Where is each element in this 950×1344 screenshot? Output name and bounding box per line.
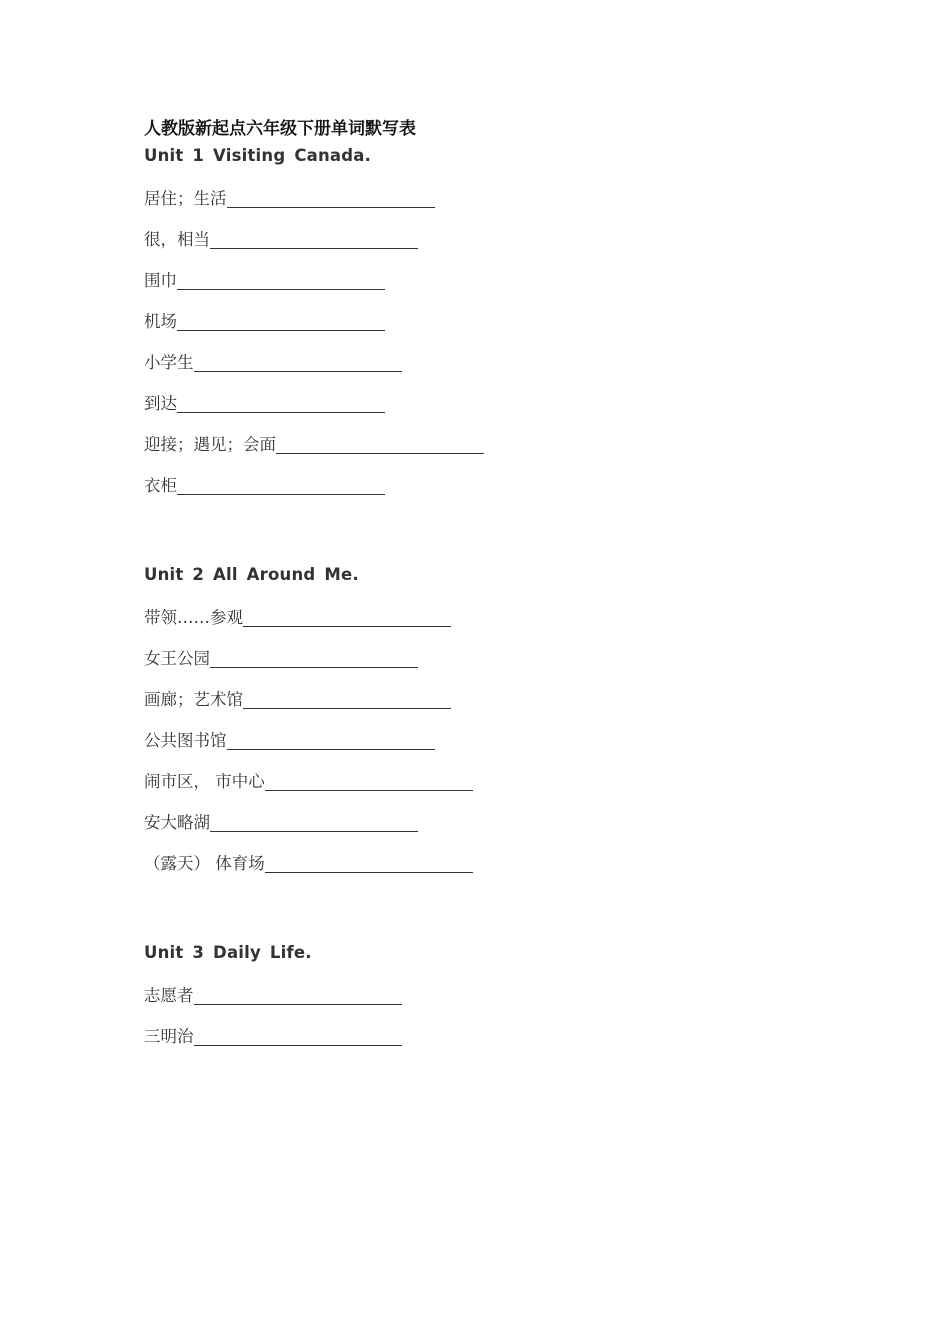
vocab-item: [144, 604, 451, 628]
answer-blank[interactable]: [210, 649, 418, 668]
answer-blank[interactable]: [177, 394, 385, 413]
answer-blank[interactable]: [194, 1027, 402, 1046]
vocab-prompt: 围巾: [144, 271, 177, 290]
answer-blank[interactable]: [210, 230, 418, 249]
vocab-item: [144, 686, 451, 710]
unit-1-heading: Unit 1 Visiting Canada.: [144, 146, 372, 165]
vocab-prompt: 公共图书馆: [144, 731, 227, 750]
vocab-prompt: 很，相当: [144, 230, 210, 249]
answer-blank[interactable]: [210, 813, 418, 832]
answer-blank[interactable]: [194, 353, 402, 372]
answer-blank[interactable]: [194, 986, 402, 1005]
vocab-item: [144, 267, 385, 291]
answer-blank[interactable]: [177, 476, 385, 495]
vocab-item: [144, 982, 402, 1006]
vocab-prompt: 志愿者: [144, 986, 194, 1005]
vocab-prompt: 小学生: [144, 353, 194, 372]
answer-blank[interactable]: [265, 854, 473, 873]
vocab-item: [144, 1023, 402, 1047]
vocab-item: [144, 809, 418, 833]
vocab-prompt: 闹市区， 市中心: [144, 772, 265, 791]
vocab-prompt: （露天） 体育场: [144, 854, 265, 873]
answer-blank[interactable]: [243, 690, 451, 709]
vocab-item: [144, 472, 385, 496]
vocab-item: [144, 645, 418, 669]
vocab-prompt: 居住；生活: [144, 189, 227, 208]
document-title: 人教版新起点六年级下册单词默写表: [144, 119, 416, 139]
vocab-item: [144, 390, 385, 414]
unit-3-heading: Unit 3 Daily Life.: [144, 943, 312, 962]
answer-blank[interactable]: [227, 189, 435, 208]
answer-blank[interactable]: [243, 608, 451, 627]
vocab-item: [144, 349, 402, 373]
answer-blank[interactable]: [276, 435, 484, 454]
vocab-prompt: 三明治: [144, 1027, 194, 1046]
answer-blank[interactable]: [265, 772, 473, 791]
vocab-item: [144, 850, 473, 874]
vocab-item: [144, 185, 435, 209]
vocab-item: [144, 431, 484, 455]
vocab-item: [144, 308, 385, 332]
vocab-item: [144, 226, 418, 250]
vocab-prompt: 安大略湖: [144, 813, 210, 832]
vocab-prompt: 女王公园: [144, 649, 210, 668]
unit-2-heading: Unit 2 All Around Me.: [144, 565, 359, 584]
vocab-prompt: 迎接；遇见；会面: [144, 435, 276, 454]
answer-blank[interactable]: [177, 271, 385, 290]
vocab-prompt: 画廊；艺术馆: [144, 690, 243, 709]
vocab-prompt: 机场: [144, 312, 177, 331]
answer-blank[interactable]: [227, 731, 435, 750]
vocab-prompt: 带领……参观: [144, 608, 243, 627]
answer-blank[interactable]: [177, 312, 385, 331]
vocab-item: [144, 727, 435, 751]
vocab-prompt: 到达: [144, 394, 177, 413]
vocab-prompt: 衣柜: [144, 476, 177, 495]
vocab-item: [144, 768, 473, 792]
